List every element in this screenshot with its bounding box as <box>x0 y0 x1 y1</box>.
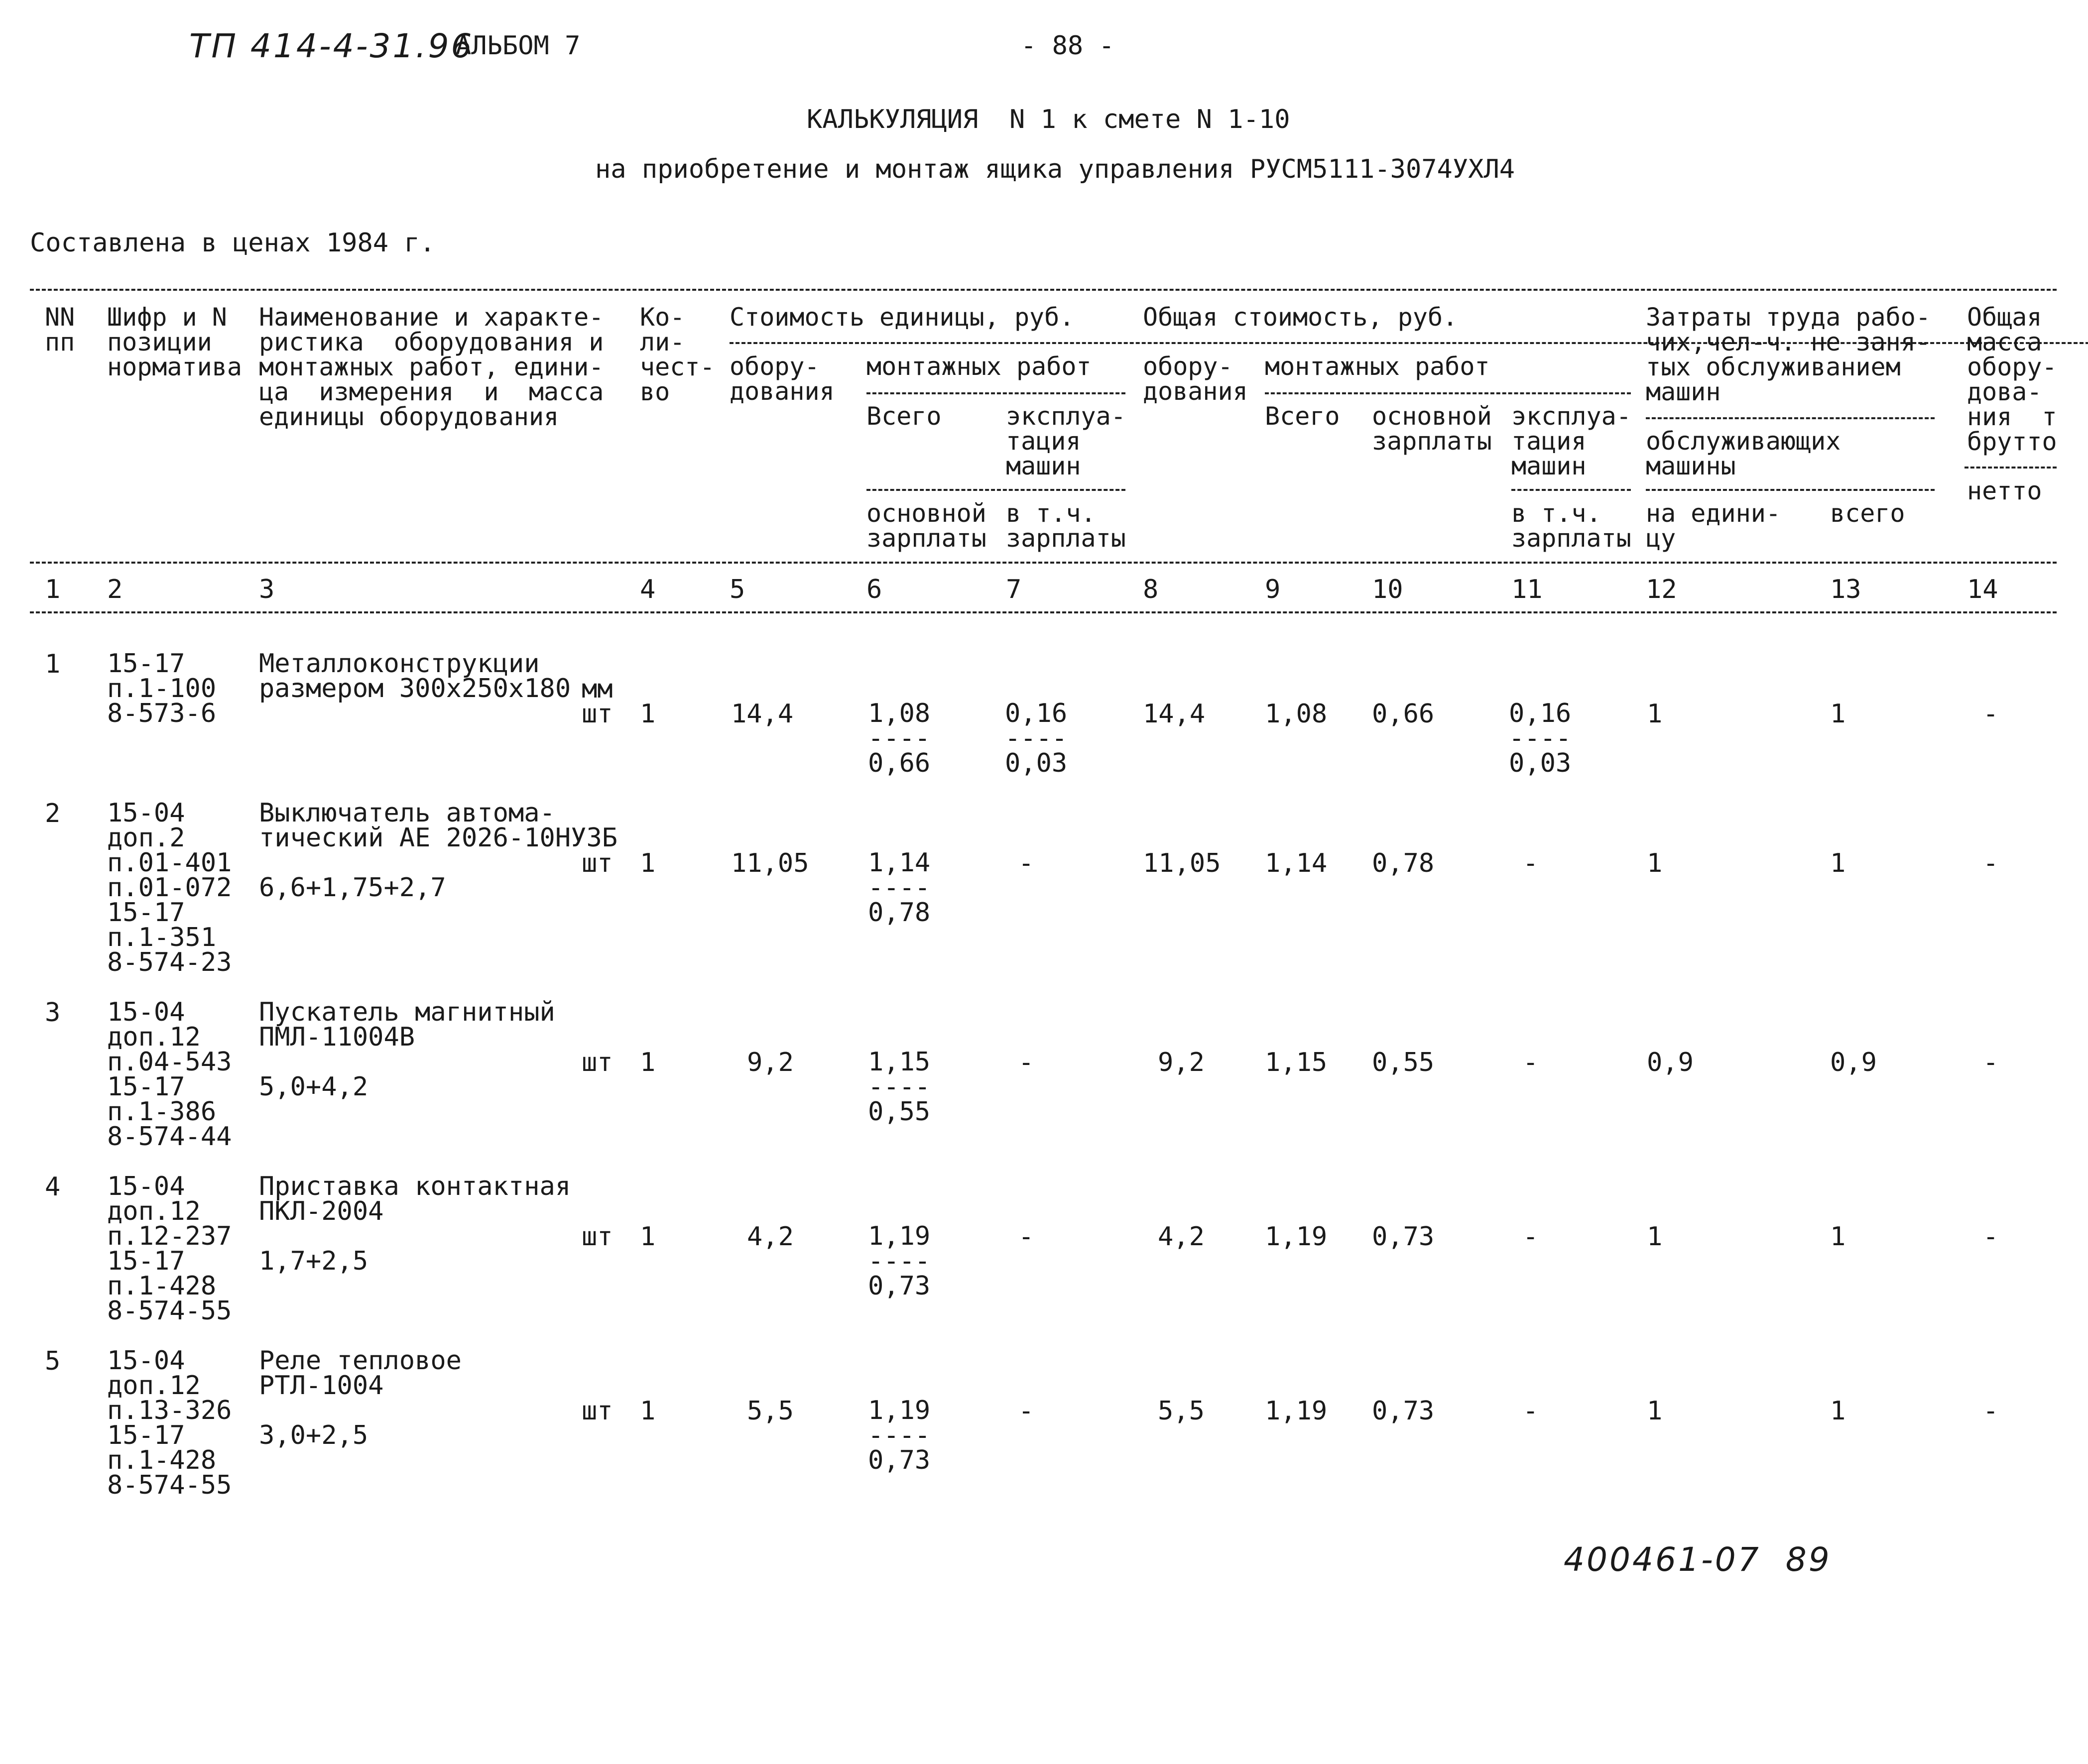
row-mach-total: 0,16 ---- 0,03 <box>1509 699 1572 778</box>
row-unit: шт <box>582 848 613 878</box>
row-mass: - <box>1983 848 1999 878</box>
column-number: 2 <box>107 575 123 604</box>
row-name: Металлоконструкции размером 300х250х180 <box>259 649 571 704</box>
album-label: АЛЬБОМ 7 <box>456 31 581 61</box>
row-unit-extra: мм <box>582 674 613 704</box>
document-code: ТП 414-4-31.96 <box>189 27 474 65</box>
row-mount-total: 1,19 <box>1265 1222 1328 1252</box>
row-mount-total: 1,15 <box>1265 1048 1328 1077</box>
column-number: 6 <box>866 575 882 604</box>
column-number: 8 <box>1143 575 1159 604</box>
row-labor-unit: 1 <box>1647 699 1663 729</box>
header-col-code: Шифр и N позиции норматива <box>107 303 242 381</box>
row-name: Пускатель магнитный ПМЛ-11004В 5,0+4,2 <box>259 997 555 1102</box>
row-mach-total: - <box>1523 1222 1539 1252</box>
page-subtitle: на приобретение и монтаж ящика управления РУСМ5111-3074УХЛ4 <box>595 154 1515 184</box>
header-netto: нетто <box>1967 476 2042 505</box>
row-base-wage-total: 0,55 <box>1372 1048 1435 1077</box>
row-mach-unit: 0,16 ---- 0,03 <box>1005 699 1068 778</box>
prices-note: Составлена в ценах 1984 г. <box>30 228 435 258</box>
row-mount-total: 1,19 <box>1265 1396 1328 1426</box>
column-number: 5 <box>730 575 745 604</box>
row-qty: 1 <box>640 848 656 878</box>
row-labor-unit: 1 <box>1647 1222 1663 1252</box>
header-total-all: Всего <box>866 402 942 431</box>
header-incl-wage: в т.ч. зарплаты <box>1006 499 1126 553</box>
page-title: КАЛЬКУЛЯЦИЯ N 1 к смете N 1-10 <box>807 105 1290 134</box>
row-equip-unit: 9,2 <box>747 1048 794 1077</box>
row-equip-total: 14,4 <box>1143 699 1206 729</box>
header-base-wage: основной зарплаты <box>866 499 986 553</box>
row-equip-total: 4,2 <box>1158 1222 1205 1252</box>
header-labor: Затраты труда рабо- чих,чел-ч. не заня- тых обслуживанием машин <box>1646 303 1931 406</box>
row-unit: шт <box>582 1048 613 1077</box>
header-rule-5 <box>1965 467 2057 469</box>
column-number: 14 <box>1967 575 1998 604</box>
row-unit: шт <box>582 1396 613 1426</box>
row-equip-total: 11,05 <box>1143 848 1221 878</box>
header-total-cost: Общая стоимость, руб. <box>1143 303 1458 332</box>
header-rule-2 <box>866 392 1125 394</box>
header-bottom-rule <box>30 562 2057 564</box>
row-qty: 1 <box>640 1048 656 1077</box>
row-base-wage-total: 0,78 <box>1372 848 1435 878</box>
row-equip-unit: 5,5 <box>747 1396 794 1426</box>
row-mach-total: - <box>1523 1396 1539 1426</box>
row-number: 5 <box>45 1346 61 1376</box>
header-col-name: Наименование и характе- ристика оборудования и монтажных работ, едини- ца измерения и масса единицы оборудования <box>259 303 604 431</box>
row-mach-unit: - <box>1018 1222 1034 1252</box>
header-base-wage-2: основной зарплаты <box>1372 402 1492 456</box>
column-number: 9 <box>1265 575 1281 604</box>
row-mount-unit: 1,19 ---- 0,73 <box>868 1396 931 1475</box>
row-base-wage-total: 0,66 <box>1372 699 1435 729</box>
header-servicing: обслуживающих машины <box>1646 427 1841 480</box>
row-mass: - <box>1983 1222 1999 1252</box>
row-mach-total: - <box>1523 1048 1539 1077</box>
header-labor-total: всего <box>1830 499 1905 528</box>
numbers-bottom-rule <box>30 611 2057 613</box>
table-top-rule <box>30 289 2057 291</box>
header-col-nn: NN пп <box>45 303 75 356</box>
column-number: 3 <box>259 575 275 604</box>
column-number: 10 <box>1372 575 1403 604</box>
header-per-unit: на едини- цу <box>1646 499 1781 553</box>
header-total-all-2: Всего <box>1265 402 1340 431</box>
row-number: 4 <box>45 1172 61 1202</box>
row-code: 15-04 доп.2 п.01-401 п.01-072 15-17 п.1-351 8-574-23 <box>107 798 232 977</box>
row-unit: шт <box>582 699 613 729</box>
row-mach-unit: - <box>1018 1048 1034 1077</box>
header-equip-total: обору- дования <box>1143 352 1248 406</box>
header-rule-8 <box>1646 489 1935 491</box>
row-name: Выключатель автома- тический АЕ 2026-10НУ3Б 6,6+1,75+2,7 <box>259 798 618 903</box>
column-number: 13 <box>1830 575 1861 604</box>
header-rule-4 <box>1646 417 1935 419</box>
row-mach-unit: - <box>1018 848 1034 878</box>
row-code: 15-04 доп.12 п.04-543 15-17 п.1-386 8-574-44 <box>107 997 232 1152</box>
row-qty: 1 <box>640 1396 656 1426</box>
header-mount-total: монтажных работ <box>1265 352 1490 381</box>
row-code: 15-04 доп.12 п.13-326 15-17 п.1-428 8-574-55 <box>107 1346 232 1500</box>
row-equip-total: 5,5 <box>1158 1396 1205 1426</box>
column-number: 4 <box>640 575 656 604</box>
row-labor-total: 1 <box>1830 1222 1846 1252</box>
row-mount-unit: 1,14 ---- 0,78 <box>868 848 931 928</box>
row-code: 15-17 п.1-100 8-573-6 <box>107 649 217 728</box>
row-mass: - <box>1983 699 1999 729</box>
row-mass: - <box>1983 1396 1999 1426</box>
row-equip-unit: 11,05 <box>731 848 809 878</box>
row-mach-total: - <box>1523 848 1539 878</box>
row-name: Реле тепловое РТЛ-1004 3,0+2,5 <box>259 1346 462 1450</box>
header-rule-7 <box>1511 489 1631 491</box>
row-mount-total: 1,14 <box>1265 848 1328 878</box>
header-mach-op: эксплуа- тация машин <box>1006 402 1126 480</box>
header-equip-unit: обору- дования <box>730 352 835 406</box>
page-number: - 88 - <box>1021 31 1114 61</box>
row-mach-unit: - <box>1018 1396 1034 1426</box>
header-mount-unit: монтажных работ <box>866 352 1092 381</box>
row-name: Приставка контактная ПКЛ-2004 1,7+2,5 <box>259 1172 571 1276</box>
column-number: 1 <box>45 575 61 604</box>
row-equip-total: 9,2 <box>1158 1048 1205 1077</box>
header-mach-op-2: эксплуа- тация машин <box>1511 402 1631 480</box>
row-qty: 1 <box>640 1222 656 1252</box>
row-labor-total: 1 <box>1830 699 1846 729</box>
header-mass: Общая масса обору- дова- ния т брутто <box>1967 303 2057 456</box>
row-labor-unit: 1 <box>1647 1396 1663 1426</box>
row-qty: 1 <box>640 699 656 729</box>
bottom-mark: 400461-07 89 <box>1564 1540 1832 1579</box>
row-labor-total: 0,9 <box>1830 1048 1877 1077</box>
row-mount-unit: 1,08 ---- 0,66 <box>868 699 931 778</box>
row-base-wage-total: 0,73 <box>1372 1222 1435 1252</box>
header-rule-3 <box>1265 392 1631 394</box>
column-number: 12 <box>1646 575 1677 604</box>
header-incl-wage-2: в т.ч. зарплаты <box>1511 499 1631 553</box>
row-unit: шт <box>582 1222 613 1252</box>
row-equip-unit: 4,2 <box>747 1222 794 1252</box>
row-labor-unit: 0,9 <box>1647 1048 1694 1077</box>
row-mount-unit: 1,19 ---- 0,73 <box>868 1221 931 1301</box>
row-mass: - <box>1983 1048 1999 1077</box>
row-labor-total: 1 <box>1830 848 1846 878</box>
row-labor-unit: 1 <box>1647 848 1663 878</box>
row-number: 1 <box>45 649 61 679</box>
header-unit-cost: Стоимость единицы, руб. <box>730 303 1075 332</box>
row-mount-unit: 1,15 ---- 0,55 <box>868 1047 931 1127</box>
column-number: 11 <box>1511 575 1543 604</box>
row-labor-total: 1 <box>1830 1396 1846 1426</box>
header-rule-6 <box>866 489 1125 491</box>
row-mount-total: 1,08 <box>1265 699 1328 729</box>
row-equip-unit: 14,4 <box>731 699 794 729</box>
row-number: 3 <box>45 998 61 1028</box>
column-number: 7 <box>1006 575 1022 604</box>
row-base-wage-total: 0,73 <box>1372 1396 1435 1426</box>
row-code: 15-04 доп.12 п.12-237 15-17 п.1-428 8-574-55 <box>107 1172 232 1326</box>
row-number: 2 <box>45 799 61 828</box>
header-col-qty: Ко- ли- чест- во <box>640 303 715 406</box>
